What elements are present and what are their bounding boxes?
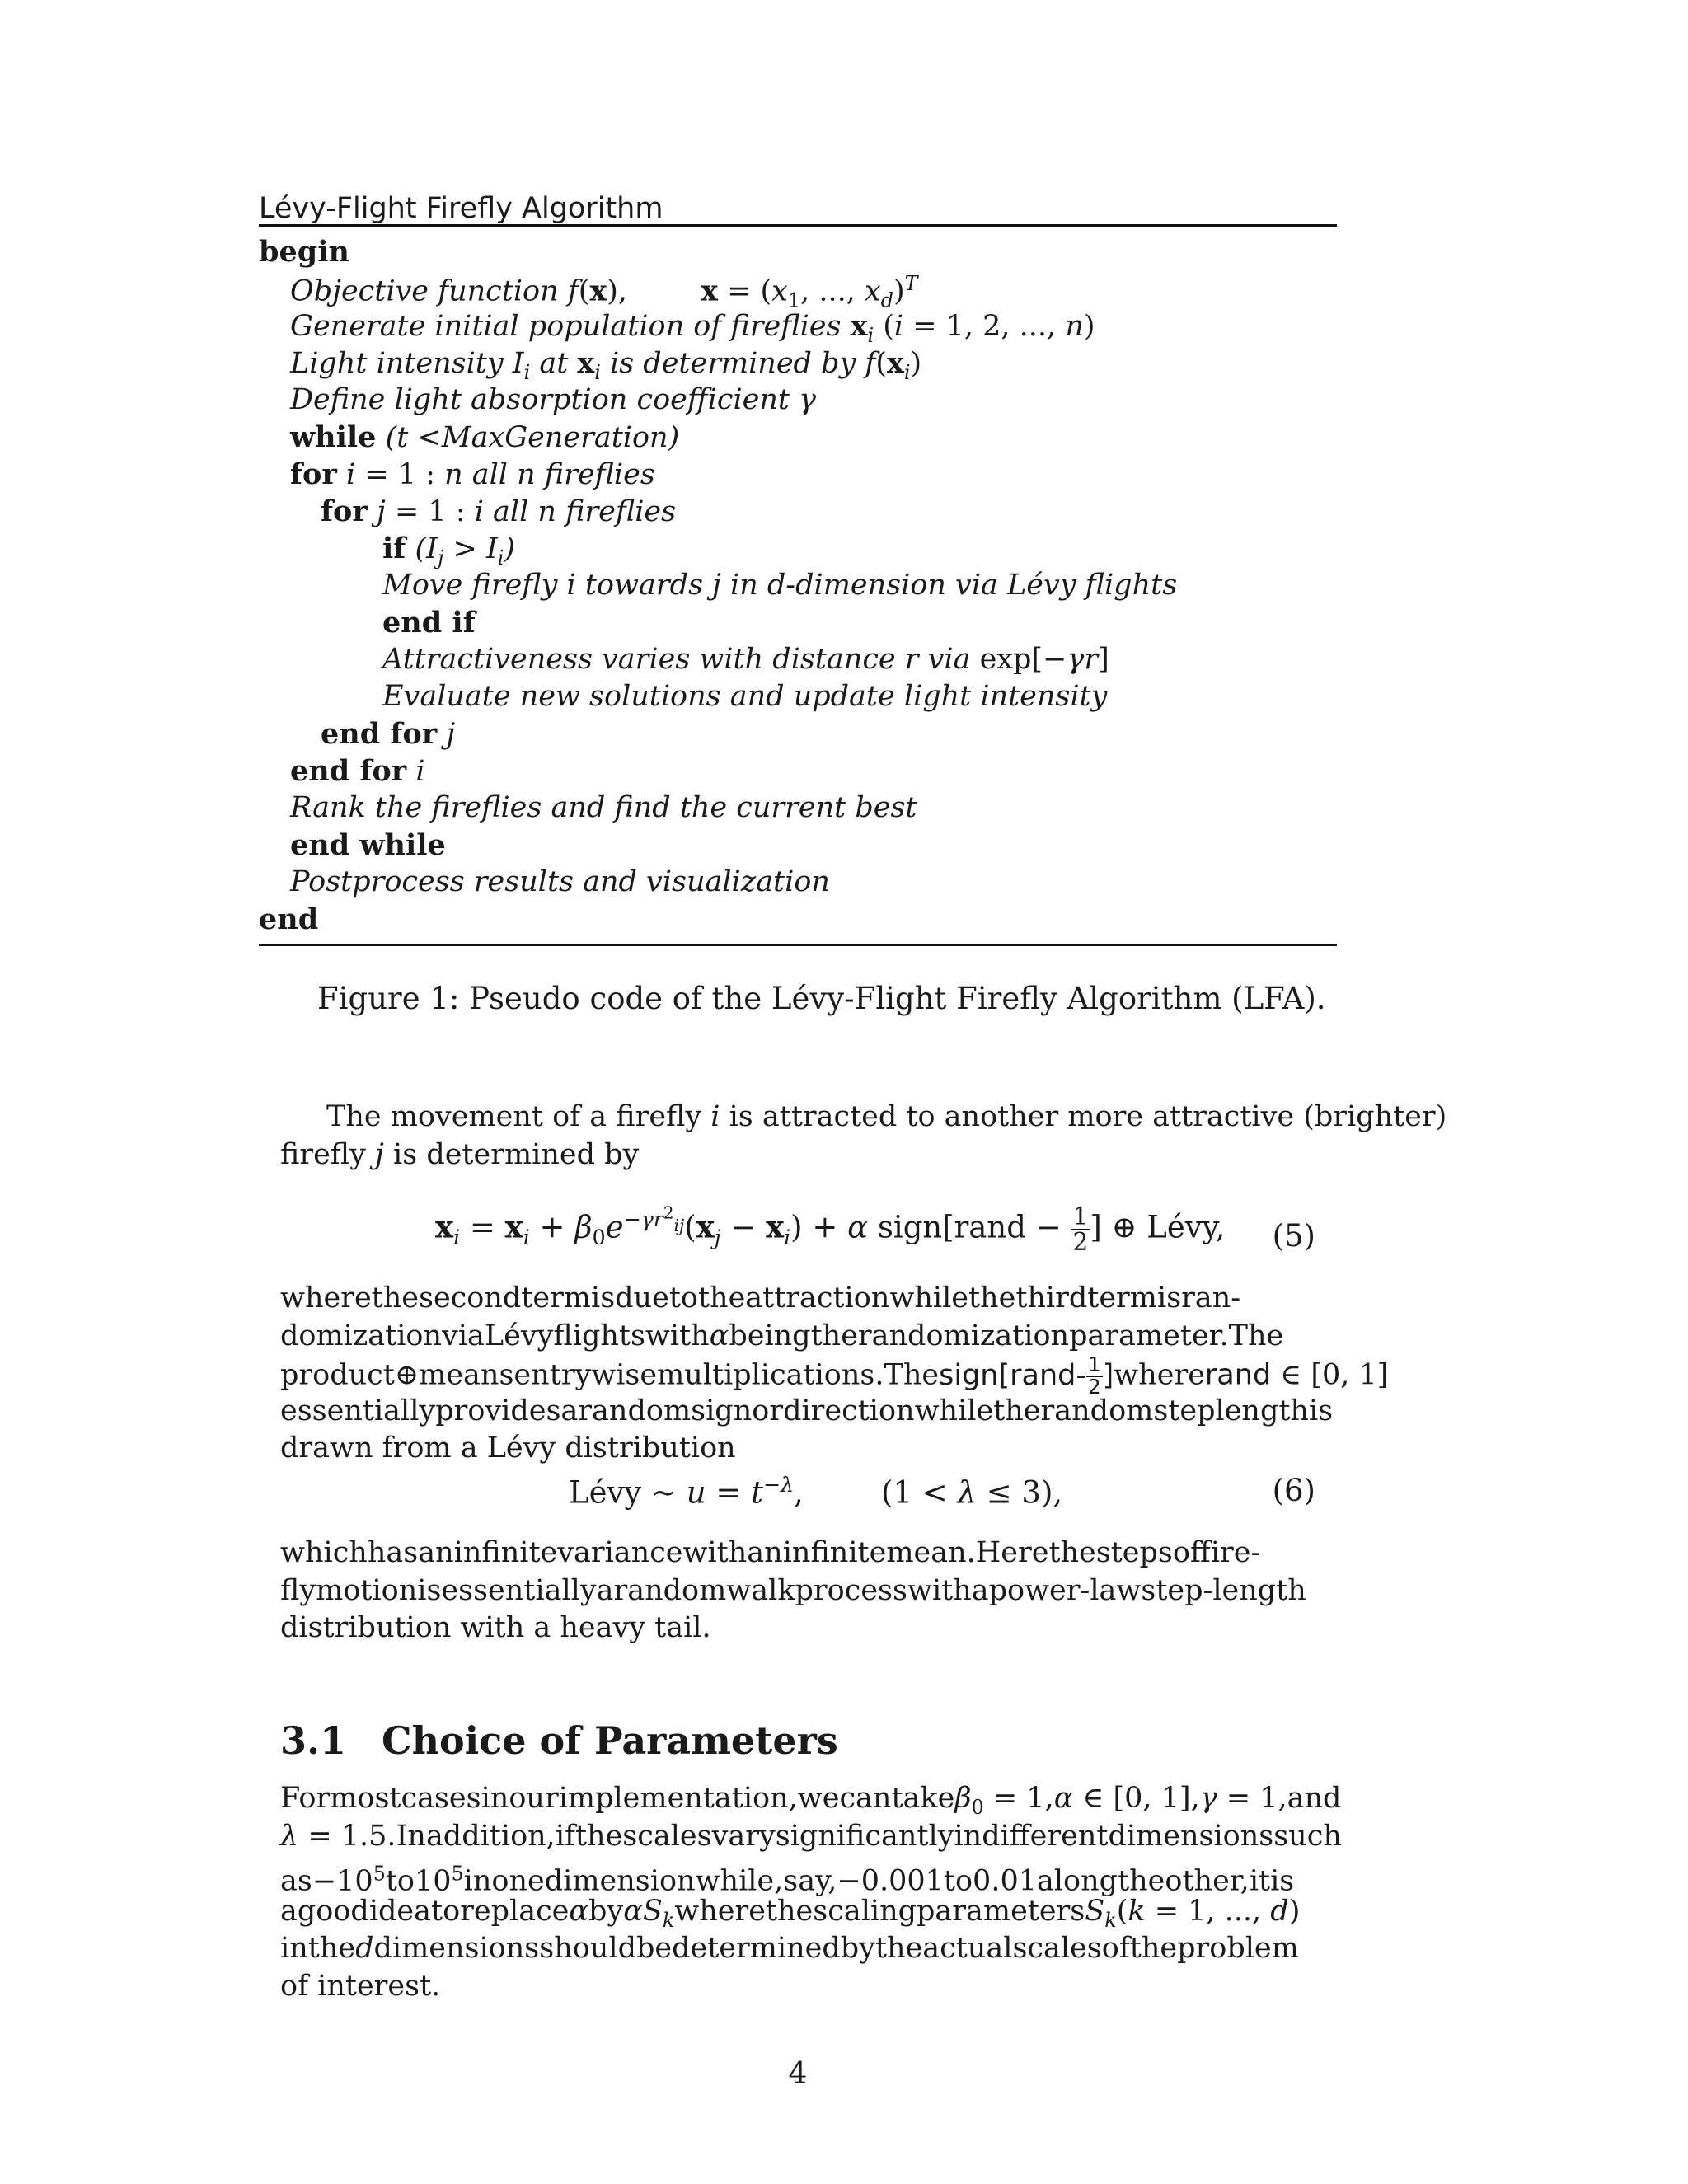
algorithm-line: begin bbox=[259, 235, 349, 269]
algorithm-line: Attractiveness varies with distance r via exp[−γr] bbox=[382, 643, 1109, 676]
paragraph bbox=[280, 1780, 1342, 2005]
text-line: $as-10^5to10^5inonedimensionwhile,say,-0.001to0.01alongtheother,itis$ bbox=[280, 1862, 1295, 1898]
text-line: Formostcasesinourimplementation,wecantakeβ$_0$ = 1,α ∈ [0, 1],γ = 1,and bbox=[280, 1782, 1342, 1819]
algorithm-line: Postprocess results and visualization bbox=[290, 865, 830, 898]
equation-6: Lévy ∼ $u = t^{-\lambda}$, (1 < λ ≤ 3), bbox=[569, 1473, 1063, 1511]
algorithm-line: end for j bbox=[321, 717, 456, 751]
algorithm-line: Generate initial population of fireflies $x_i$ (i = 1, 2, ..., n) bbox=[290, 309, 1095, 347]
text-line: wherethesecondtermisduetotheattractionwhilethethirdtermisran- bbox=[280, 1282, 1241, 1315]
equation-5: $x_i = x_i + \beta_0e^{-\gamma r^2_{ij}}(x_j - x_i) + \alpha$ sign[rand − $\frac{1}{2}$ ] ⊕ Lévy, bbox=[435, 1202, 1226, 1257]
page-number: 4 bbox=[788, 2057, 808, 2091]
algorithm-line: while (t <MaxGeneration) bbox=[290, 420, 680, 454]
paragraph bbox=[280, 1280, 1389, 1468]
text-line: firefly j is determined by bbox=[280, 1137, 640, 1171]
algorithm-title: Lévy-Flight Firefly Algorithm bbox=[259, 192, 663, 225]
text-line: distribution with a heavy tail. bbox=[280, 1611, 711, 1644]
text-line: λ = 1.5.Inaddition,ifthescalesvarysignificantlyindifferentdimensionssuch bbox=[280, 1819, 1342, 1853]
algorithm-bottom-rule bbox=[259, 944, 1337, 946]
text-line: product⊕meansentrywisemultiplications.Thesign[rand- $\frac{1}{2}$ ]whererand ∈ [0, 1] bbox=[280, 1352, 1389, 1399]
algorithm-line: Objective function f(x), $x = (x_1$, ..., $x_d)^T$ bbox=[290, 272, 918, 312]
algorithm-line: end bbox=[259, 902, 319, 936]
text-line: The movement of a firefly i is attracted to another more attractive (brighter) bbox=[326, 1100, 1447, 1133]
algorithm-line: Move firefly i towards j in d-dimension via Lévy flights bbox=[382, 569, 1178, 602]
algorithm-top-rule bbox=[259, 224, 1337, 227]
algorithm-line: Evaluate new solutions and update light intensity bbox=[382, 680, 1108, 713]
text-line: drawn from a Lévy distribution bbox=[280, 1432, 736, 1465]
algorithm-line: Light intensity $I_i$ at $x_i$ is determined by $f(x_i)$ bbox=[290, 346, 922, 384]
text-line: intheddimensionsshouldbedeterminedbytheactualscalesoftheproblem bbox=[280, 1932, 1299, 1965]
algorithm-line: end if bbox=[382, 606, 476, 640]
text-line: flymotionisessentiallyarandomwalkprocesswithapower-lawstep-length bbox=[280, 1573, 1306, 1607]
text-line: agoodideatoreplaceαbyαS$_k$wherethescalingparametersS$_k$(k = 1, ..., d) bbox=[280, 1894, 1301, 1932]
algorithm-line: for j = 1 : i all n fireflies bbox=[321, 494, 677, 528]
figure-caption: Figure 1: Pseudo code of the Lévy-Flight Firefly Algorithm (LFA). bbox=[317, 981, 1326, 1016]
equation-number: (6) bbox=[1272, 1473, 1315, 1508]
paragraph bbox=[280, 1535, 1315, 1647]
section-number: 3.1 bbox=[280, 1718, 347, 1763]
algorithm-line: end while bbox=[290, 828, 446, 862]
text-line: essentiallyprovidesarandomsignordirectionwhiletherandomsteplengthis bbox=[280, 1394, 1334, 1427]
algorithm-line: for i = 1 : n all n fireflies bbox=[290, 457, 655, 491]
section-heading bbox=[280, 1718, 838, 1763]
algorithm-line: Define light absorption coefficient γ bbox=[290, 383, 816, 416]
text-line: of interest. bbox=[280, 1969, 441, 2003]
text-line: whichhasaninfinitevariancewithaninfinitemean.Herethestepsoffire- bbox=[280, 1536, 1261, 1569]
algorithm-line: if $(I_j > I_i)$ bbox=[382, 532, 516, 569]
text-line: domizationviaLévyflightswithαbeingtherandomizationparameter.The bbox=[280, 1319, 1284, 1352]
equation-number: (5) bbox=[1272, 1218, 1315, 1254]
paragraph bbox=[280, 1099, 1447, 1174]
section-title: Choice of Parameters bbox=[382, 1718, 838, 1763]
algorithm-line: Rank the fireflies and find the current best bbox=[290, 791, 917, 824]
algorithm-line: end for i bbox=[290, 754, 425, 788]
